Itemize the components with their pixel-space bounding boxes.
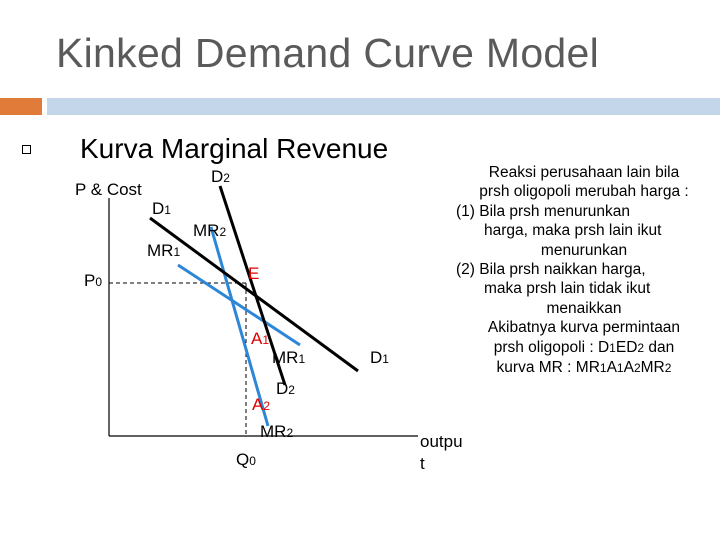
point-a2-label: A2 (252, 395, 271, 414)
mr1-top-label: MR1 (147, 241, 181, 260)
slide-subtitle: Kurva Marginal Revenue (80, 133, 389, 164)
x-axis-label-line2: t (420, 454, 425, 473)
reaction-line: Akibatnya kurva permintaan (487, 319, 681, 337)
reaction-line: menurunkan (540, 241, 628, 259)
point-e-label: E (248, 264, 260, 283)
reaction-text-block (448, 163, 720, 378)
d1-top-label: D1 (152, 199, 171, 218)
d2-bottom-label: D2 (276, 379, 295, 398)
price-label-p0: P0 (84, 271, 103, 290)
d2-top-label: D2 (211, 167, 230, 186)
mr1-curve (178, 265, 300, 348)
slide-title: Kinked Demand Curve Model (56, 30, 600, 76)
y-axis-label: P & Cost (75, 180, 142, 199)
quantity-label-q0: Q0 (236, 450, 256, 469)
x-axis-label-line1: outpu (420, 432, 463, 451)
mr1-bottom-label: MR1 (272, 348, 306, 367)
point-a1-label: A1 (251, 329, 270, 348)
reaction-line: prsh oligopoli merubah harga : (479, 183, 689, 201)
reaction-line: (1) Bila prsh menurunkan (456, 202, 631, 220)
reaction-line: Reaksi perusahaan lain bila (488, 164, 680, 181)
reaction-line: harga, maka prsh lain ikut (484, 222, 662, 240)
mr2-top-label: MR2 (193, 221, 227, 240)
reaction-line: prsh oligopoli : D1ED2 dan (493, 338, 675, 356)
reaction-line: kurva MR : MR1A1A2MR2 (496, 359, 672, 377)
reaction-line: menaikkan (546, 299, 622, 317)
d1-bottom-label: D1 (370, 348, 389, 367)
reaction-line: (2) Bila prsh naikkan harga, (456, 261, 646, 279)
mr2-bottom-label: MR2 (260, 422, 294, 441)
reaction-line: maka prsh lain tidak ikut (484, 280, 651, 298)
